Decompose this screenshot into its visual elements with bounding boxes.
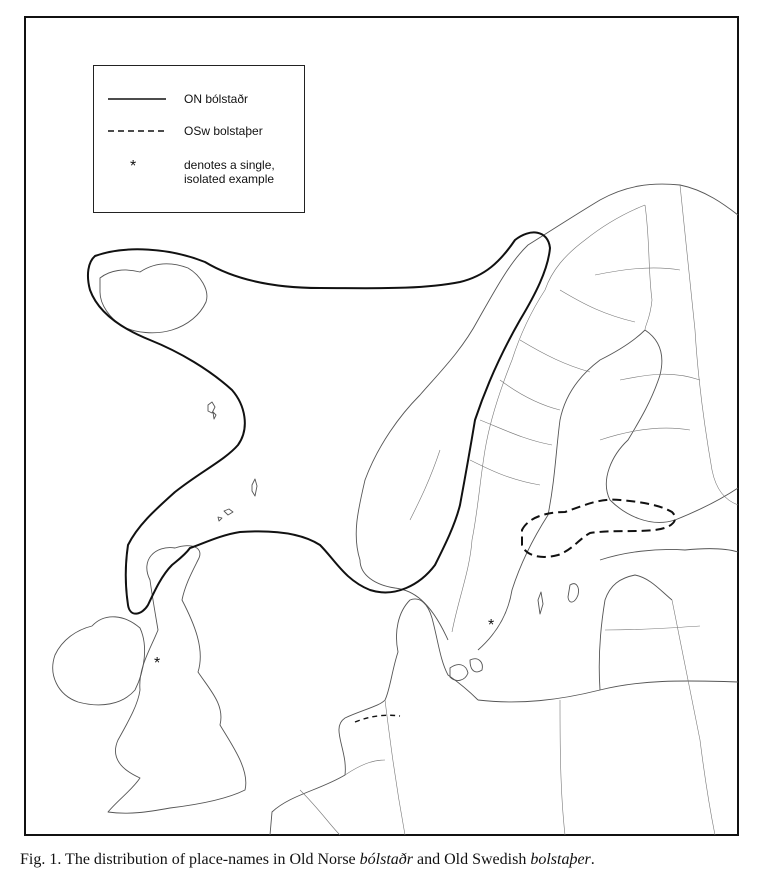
- legend-item-on: [94, 90, 304, 112]
- caption-term-bolstadr: bólstaðr: [359, 851, 413, 868]
- isolated-example-marker-britain: *: [154, 655, 161, 672]
- legend-label-osw: OSw bolstaþer: [184, 124, 263, 138]
- caption-term-bolstaper: bolstaþer: [530, 851, 591, 868]
- map-legend: [93, 65, 305, 213]
- dashed-line-symbol: [106, 122, 168, 144]
- isolated-example-marker-sweden: *: [488, 617, 495, 634]
- legend-item-isolated: [94, 156, 304, 192]
- legend-label-isolated-line1: denotes a single,: [184, 158, 275, 172]
- caption-middle: and Old Swedish: [413, 851, 531, 868]
- caption-suffix: .: [590, 851, 595, 868]
- figure-caption: [20, 851, 760, 869]
- caption-prefix: Fig. 1. The distribution of place-names in Old Norse: [20, 851, 360, 868]
- legend-label-isolated: [184, 158, 275, 186]
- solid-line-symbol: [106, 90, 168, 112]
- legend-item-osw: [94, 122, 304, 144]
- legend-label-isolated-line2: isolated example: [184, 172, 275, 186]
- legend-label-on: ON bólstaðr: [184, 92, 249, 106]
- asterisk-symbol: *: [130, 158, 137, 175]
